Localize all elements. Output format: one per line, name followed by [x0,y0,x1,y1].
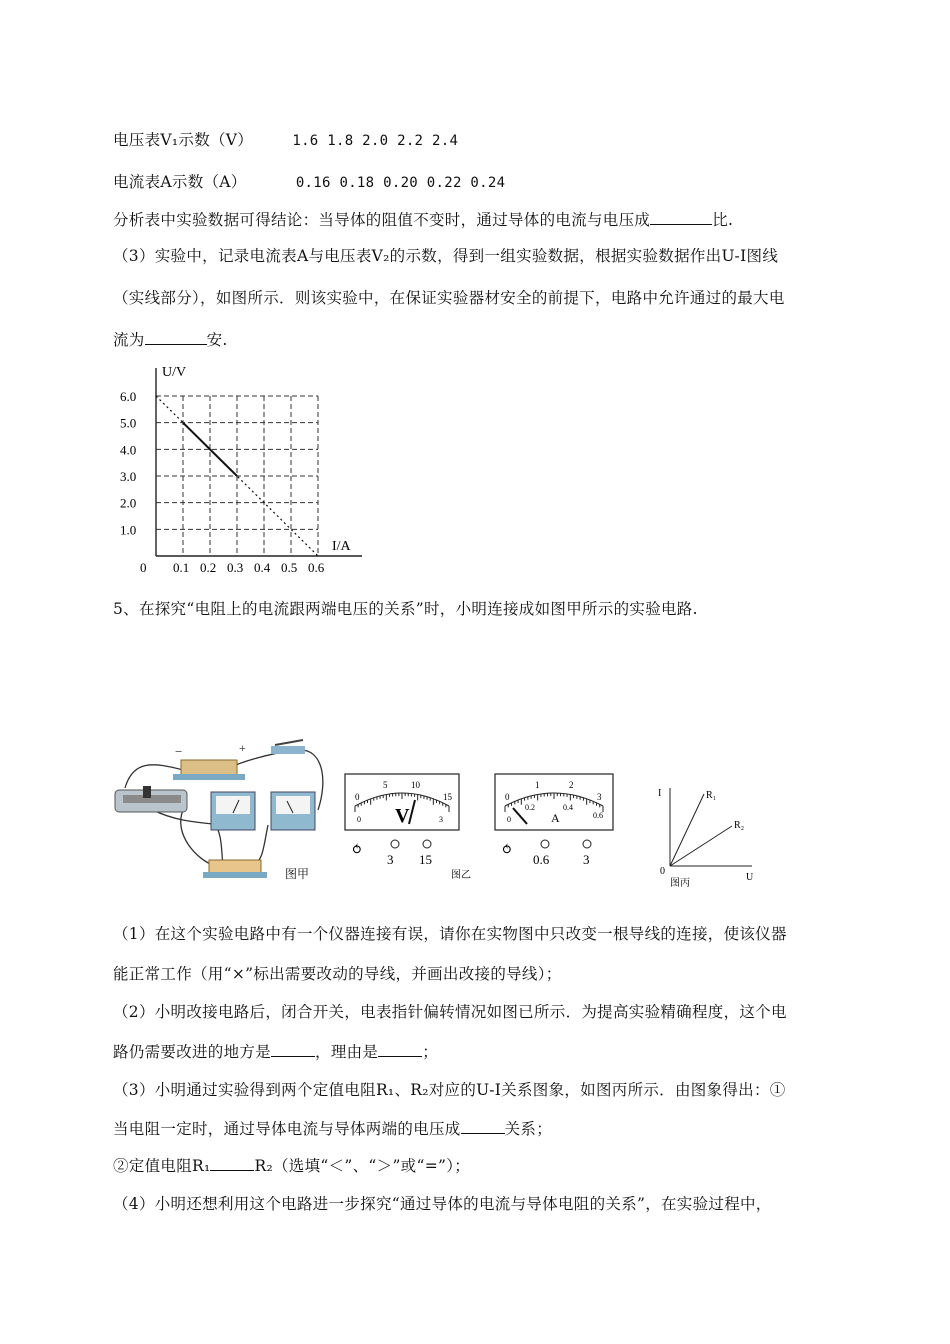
volt-scale-top-5: 5 [383,780,388,790]
p2-line-1: （2）小明改接电路后，闭合开关，电表指针偏转情况如图已所示．为提高实验精确程度，这个电 [113,1003,787,1021]
y-axis-label: U/V [162,365,187,380]
answer-blank[interactable] [210,1156,254,1171]
amp-scale-top-2: 2 [569,780,574,790]
label-r2: R₂ [734,820,745,831]
amp-terminal-3: 3 [583,852,590,867]
wire [253,825,268,865]
amp-scale-bot-0.6: 0.6 [593,811,603,820]
volt-scale-top-10: 10 [411,780,420,790]
p2-line-2 [113,1040,438,1062]
volt-scale-top-15: 15 [443,792,452,802]
volt-symbol: V [395,805,410,827]
ammeter-device [271,792,315,830]
yi-caption: 图乙 [451,870,471,881]
x-tick-label: 0.3 [227,560,244,575]
bing-caption: 图丙 [670,878,690,889]
x-tick-label: 0.2 [200,560,217,575]
answer-blank[interactable] [378,1042,422,1057]
p1-line-2: 能正常工作（用“×”标出需要改动的导线，并画出改接的导线）； [113,965,562,983]
rheostat [115,786,187,812]
answer-blank[interactable] [650,210,712,225]
p3-line-3-a: ②定值电阻R₁ [113,1157,211,1175]
svg-text:⥀: ⥀ [501,843,513,858]
p3-line-3 [113,1154,470,1176]
voltage-label: 电压表V₁示数（V） [113,131,254,149]
jia-caption: 图甲 [285,867,310,881]
p3-line-2-b: 关系； [504,1120,553,1138]
x-axis-label: I/A [332,539,351,554]
label-r1: R₁ [706,790,717,801]
q3-line-3-end: 安. [206,331,228,349]
x-tick-label: 0.5 [281,560,298,575]
p2-line-2-c: ； [422,1043,439,1061]
amp-scale-bot-0.2: 0.2 [525,803,535,812]
y-tick-label: 5.0 [120,415,137,431]
y-tick-label: 6.0 [120,389,137,404]
answer-blank[interactable] [461,1119,505,1134]
table-current-row [113,170,505,192]
p3-line-2-a: 当电阻一定时，通过导体电流与导体两端的电压成 [113,1120,461,1138]
x-tick-label: 0.6 [308,560,325,575]
bing-y-axis: I [658,788,662,799]
svg-text:+: + [239,741,246,755]
current-values: 0.16 0.18 0.20 0.22 0.24 [295,175,506,191]
volt-scale-bot-3: 3 [439,815,443,824]
p4-line-1: （4）小明还想利用这个电路进一步探究“通过导体的电流与导体电阻的关系”，在实验过程中， [113,1195,772,1213]
wire [181,810,213,865]
figure-jia [113,740,338,890]
svg-text:−: − [175,744,183,759]
p1-line-1: （1）在这个实验电路中有一个仪器连接有误，请你在实物图中只改变一根导线的连接，使该仪器 [113,925,787,943]
volt-scale-bot-0: 0 [357,815,361,824]
p3-line-3-b: R₂（选填“＜”、“＞”或“=”）； [254,1157,471,1175]
p2-line-2-a: 路仍需要改进的地方是 [113,1043,272,1061]
amp-scale-top-1: 1 [535,780,540,790]
volt-scale-top-0: 0 [355,792,360,802]
amp-scale-top-3: 3 [597,792,602,802]
amp-scale-bot-0: 0 [507,815,511,824]
volt-terminal-3: 3 [387,852,394,867]
p3-line-2 [113,1117,552,1139]
switch [271,740,305,754]
q3-line-3-text: 流为 [113,331,145,349]
q3-line-3 [113,328,228,350]
x-tick-label: 0.1 [173,560,190,575]
bing-x-axis: U [746,872,754,883]
amp-terminal-0.6: 0.6 [533,852,550,867]
ui-chart [110,360,370,580]
y-tick-label: 2.0 [120,495,137,511]
amp-symbol: A [551,811,560,825]
bing-origin: 0 [660,866,665,877]
svg-text:⥀: ⥀ [351,843,363,858]
voltmeter-device [211,792,255,830]
battery [173,741,246,780]
conclusion-end: 比. [712,211,734,229]
q5-intro: 5、在探究“电阻上的电流跟两端电压的关系”时，小明连接成如图甲所示的实验电路. [113,600,698,618]
voltage-values: 1.6 1.8 2.0 2.2 2.4 [292,133,459,149]
p2-line-2-b: ，理由是 [315,1043,379,1061]
ammeter-dial [493,772,623,882]
table-voltage-row [113,128,458,150]
volt-pointer [409,800,415,824]
q3-line-2: （实线部分），如图所示．则该实验中，在保证实验器材安全的前提下，电路中允许通过的最大电 [113,289,785,307]
amp-scale-top-0: 0 [505,792,510,802]
voltmeter-dial [343,772,471,882]
conclusion-text: 分析表中实验数据可得结论：当导体的阻值不变时，通过导体的电流与电压成 [113,211,651,229]
q3-line-1: （3）实验中，记录电流表A与电压表V₂的示数，得到一组实验数据，根据实验数据作出U-I图线 [113,247,779,265]
p3-line-1: （3）小明通过实验得到两个定值电阻R₁、R₂对应的U-I关系图象，如图丙所示．由图象得出：① [113,1081,786,1099]
answer-blank[interactable] [271,1042,315,1057]
x-tick-label: 0.4 [254,560,271,575]
conclusion-line [113,208,733,230]
y-tick-label: 4.0 [120,442,137,458]
answer-blank[interactable] [145,330,207,345]
fixed-resistor [203,860,267,878]
current-label: 电流表A示数（A） [113,173,247,191]
y-tick-label: 3.0 [120,469,137,484]
amp-scale-bot-0.4: 0.4 [563,803,573,812]
origin-label: 0 [140,560,147,575]
volt-terminal-15: 15 [419,852,432,867]
figure-bing [648,782,758,890]
y-tick-label: 1.0 [120,522,137,538]
